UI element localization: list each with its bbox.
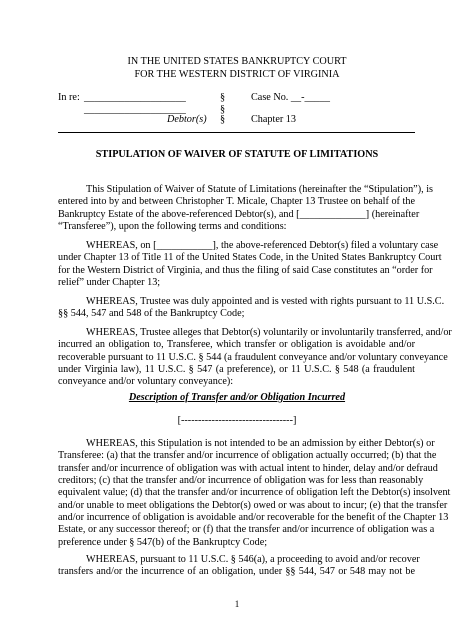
- paragraph-line: This Stipulation of Waiver of Statute of Limitations (hereinafter the “Stipulation”), is: [86, 184, 433, 195]
- intro-paragraph: [58, 184, 433, 233]
- paragraph-line: transfer and/or incurrence of obligation was with actual intent to hinder, delay and/or defraud: [58, 462, 438, 474]
- paragraph-line: creditors; (c) that the transfer and/or incurrence of obligation was for less than reasonably: [58, 475, 424, 487]
- court-header: [0, 56, 474, 81]
- whereas-no-admission-paragraph: [58, 438, 451, 549]
- paragraph-line: and/or incurrence of obligation is avoidable and/or recoverable for the benefit of the Chapter 13: [58, 512, 449, 524]
- document-title: STIPULATION OF WAIVER OF STATUTE OF LIMITATIONS: [95, 149, 379, 160]
- section-symbol-3: §: [220, 114, 226, 125]
- paragraph-line: relief” under Chapter 13;: [58, 277, 161, 289]
- caption-divider: [58, 132, 415, 133]
- paragraph-line: Estate, or any successor thereof; or (f) that the transfer and/or incurrence of obligation was a: [58, 524, 435, 536]
- paragraph-line: conveyance and/or voluntary conveyance):: [58, 376, 234, 388]
- paragraph-line: for the Western District of Virginia, and thus the filing of said Case constitutes an “order for: [58, 264, 433, 276]
- transfer-description-heading: Description of Transfer and/or Obligation Incurred: [128, 392, 346, 403]
- paragraph-line: and/or unable to meet obligations the Debtor(s) owed or was about to incur; (e) that the transfer: [58, 499, 448, 511]
- debtor-name-blank-1: ____________________: [84, 92, 186, 103]
- debtor-name-blank-2: ____________________: [84, 104, 186, 115]
- paragraph-line: WHEREAS, on [___________], the above-referenced Debtor(s) filed a voluntary case: [86, 240, 439, 251]
- paragraph-line: recoverable pursuant to 11 U.S.C. § 544 (a fraudulent conveyance and/or voluntary conveyance: [58, 351, 448, 363]
- chapter-label: Chapter 13: [251, 114, 296, 125]
- paragraph-line: transfers and/or the incurrence of an obligation, under §§ 544, 547 or 548 may not be: [58, 566, 415, 578]
- court-name: IN THE UNITED STATES BANKRUPTCY COURT: [127, 56, 347, 67]
- in-re-label: In re:: [58, 92, 80, 103]
- paragraph-line: Bankruptcy Estate of the above-referenced Debtor(s), and [_____________] (hereinafter: [58, 208, 420, 220]
- paragraph-line: preference under § 547(b) of the Bankruptcy Code;: [58, 536, 268, 548]
- paragraph-line: Transferee: (a) that the transfer and/or incurrence of obligation actually occurred; (b) that the: [58, 450, 437, 462]
- court-district: FOR THE WESTERN DISTRICT OF VIRGINIA: [134, 68, 340, 80]
- page-number: 1: [234, 599, 240, 609]
- paragraph-line: §§ 544, 547 and 548 of the Bankruptcy Code;: [58, 308, 245, 320]
- case-number: Case No. __-_____: [251, 92, 330, 103]
- paragraph-line: WHEREAS, Trustee was duly appointed and is vested with rights pursuant to 11 U.S.C.: [86, 296, 445, 307]
- section-symbol-2: §: [220, 104, 226, 115]
- transfer-description-placeholder: [---------------------------------]: [177, 415, 297, 426]
- paragraph-line: “Transferee”), upon the following terms and conditions:: [58, 221, 287, 233]
- section-symbol-1: §: [220, 92, 226, 103]
- debtors-label: Debtor(s): [167, 114, 207, 125]
- paragraph-line: under Chapter 13 of Title 11 of the United States Code, in the United States Bankruptcy Court: [58, 252, 442, 264]
- whereas-filing-paragraph: [58, 240, 442, 289]
- paragraph-line: equivalent value; (d) that the transfer and/or incurrence of obligation left the Debtor(s) insolvent: [58, 487, 451, 499]
- whereas-transfer-paragraph: [58, 327, 452, 389]
- paragraph-line: WHEREAS, pursuant to 11 U.S.C. § 546(a), a proceeding to avoid and/or recover: [86, 554, 420, 565]
- paragraph-line: WHEREAS, Trustee alleges that Debtor(s) voluntarily or involuntarily transferred, and/or: [86, 327, 452, 338]
- paragraph-line: under Virginia law), 11 U.S.C. § 547 (a preference), or 11 U.S.C. § 548 (a fraudulent: [58, 364, 415, 376]
- paragraph-line: incurred an obligation to, Transferee, which transfer or obligation is avoidable and/or: [58, 339, 415, 351]
- paragraph-line: entered into by and between Christopher T. Micale, Chapter 13 Trustee on behalf of the: [58, 196, 415, 208]
- paragraph-line: WHEREAS, this Stipulation is not intended to be an admission by either Debtor(s) or: [86, 438, 435, 449]
- whereas-limitations-paragraph: [58, 554, 420, 579]
- whereas-trustee-paragraph: [58, 296, 445, 321]
